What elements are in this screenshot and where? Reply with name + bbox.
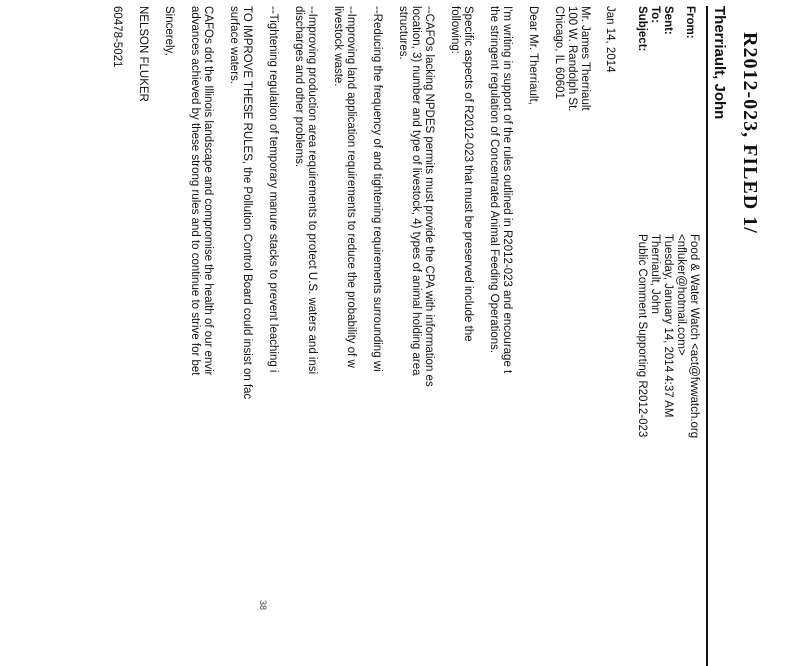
intro-line: the stringent regulation of Concentrated Animal Feeding Operations. bbox=[488, 6, 500, 354]
bullet-line: structures. bbox=[397, 6, 409, 60]
salutation: Dear Mr. Therriault, bbox=[527, 6, 539, 105]
page-number: 38 bbox=[258, 600, 268, 611]
bullet-line: --Improving land application requirements to reduce the probability of w bbox=[345, 6, 357, 368]
bullet-line: --CAFOs lacking NPDES permits must provide the CPA with information es bbox=[423, 6, 435, 387]
from-value: Food & Water Watch <act@fwwatch.org bbox=[688, 234, 700, 439]
address-line: Chicago, IL 60601 bbox=[553, 6, 565, 99]
bullet-line: location, 3) number and type of livestock, 4) types of animal holding area bbox=[410, 6, 422, 376]
bullet-line: --Tightening regulation of temporary manure stacks to prevent leaching i bbox=[267, 6, 279, 373]
specific-line: Specific aspects of R2012-023 that must be preserved include the bbox=[462, 6, 474, 342]
signer-zip: 60478-5021 bbox=[111, 6, 123, 68]
subject-value: Public Comment Supporting R2012-023 bbox=[636, 234, 648, 438]
bullet-line: discharges and other problems. bbox=[293, 6, 305, 168]
cafo-line: advances achieved by these strong rules and to continue to strive for bet bbox=[189, 6, 201, 376]
page-title: Therriault, John bbox=[711, 6, 728, 120]
to-label: To: bbox=[649, 6, 661, 24]
from-email: <nfluker@hotmail.com> bbox=[675, 234, 687, 356]
docket-header: R2012-023, FILED 1/ bbox=[739, 32, 761, 234]
title-divider bbox=[706, 6, 708, 666]
address-line: 100 W. Randolph St. bbox=[566, 6, 578, 112]
cafo-line: CAFOs dot the Illinois landscape and compromise the health of our envir bbox=[202, 6, 214, 376]
intro-line: I'm writing in support of the rules outlined in R2012-023 and encourage t bbox=[501, 6, 513, 374]
board-line: TO IMPROVE THESE RULES, the Pollution Control Board could insist on fac bbox=[241, 6, 253, 400]
bullet-line: --Improving production area requirements to protect U.S. waters and insi bbox=[306, 6, 318, 375]
subject-label: Subject: bbox=[636, 6, 648, 52]
to-value: Therriault, John bbox=[649, 234, 661, 314]
board-line: surface waters. bbox=[228, 6, 240, 84]
bullet-line: livestock waste. bbox=[332, 6, 344, 87]
letter-date: Jan 14, 2014 bbox=[604, 6, 616, 73]
sent-label: Sent: bbox=[662, 6, 674, 35]
from-label: From: bbox=[684, 6, 696, 39]
specific-line: following: bbox=[449, 6, 461, 54]
closing: Sincerely, bbox=[163, 6, 175, 56]
sent-value: Tuesday, January 14, 2014 4:37 AM bbox=[662, 234, 674, 418]
address-line: Mr. James Therriault bbox=[579, 6, 591, 111]
signer-name: NELSON FLUKER bbox=[137, 6, 149, 102]
bullet-line: --Reducing the frequency of and tightening requirements surrounding wi bbox=[371, 6, 383, 372]
